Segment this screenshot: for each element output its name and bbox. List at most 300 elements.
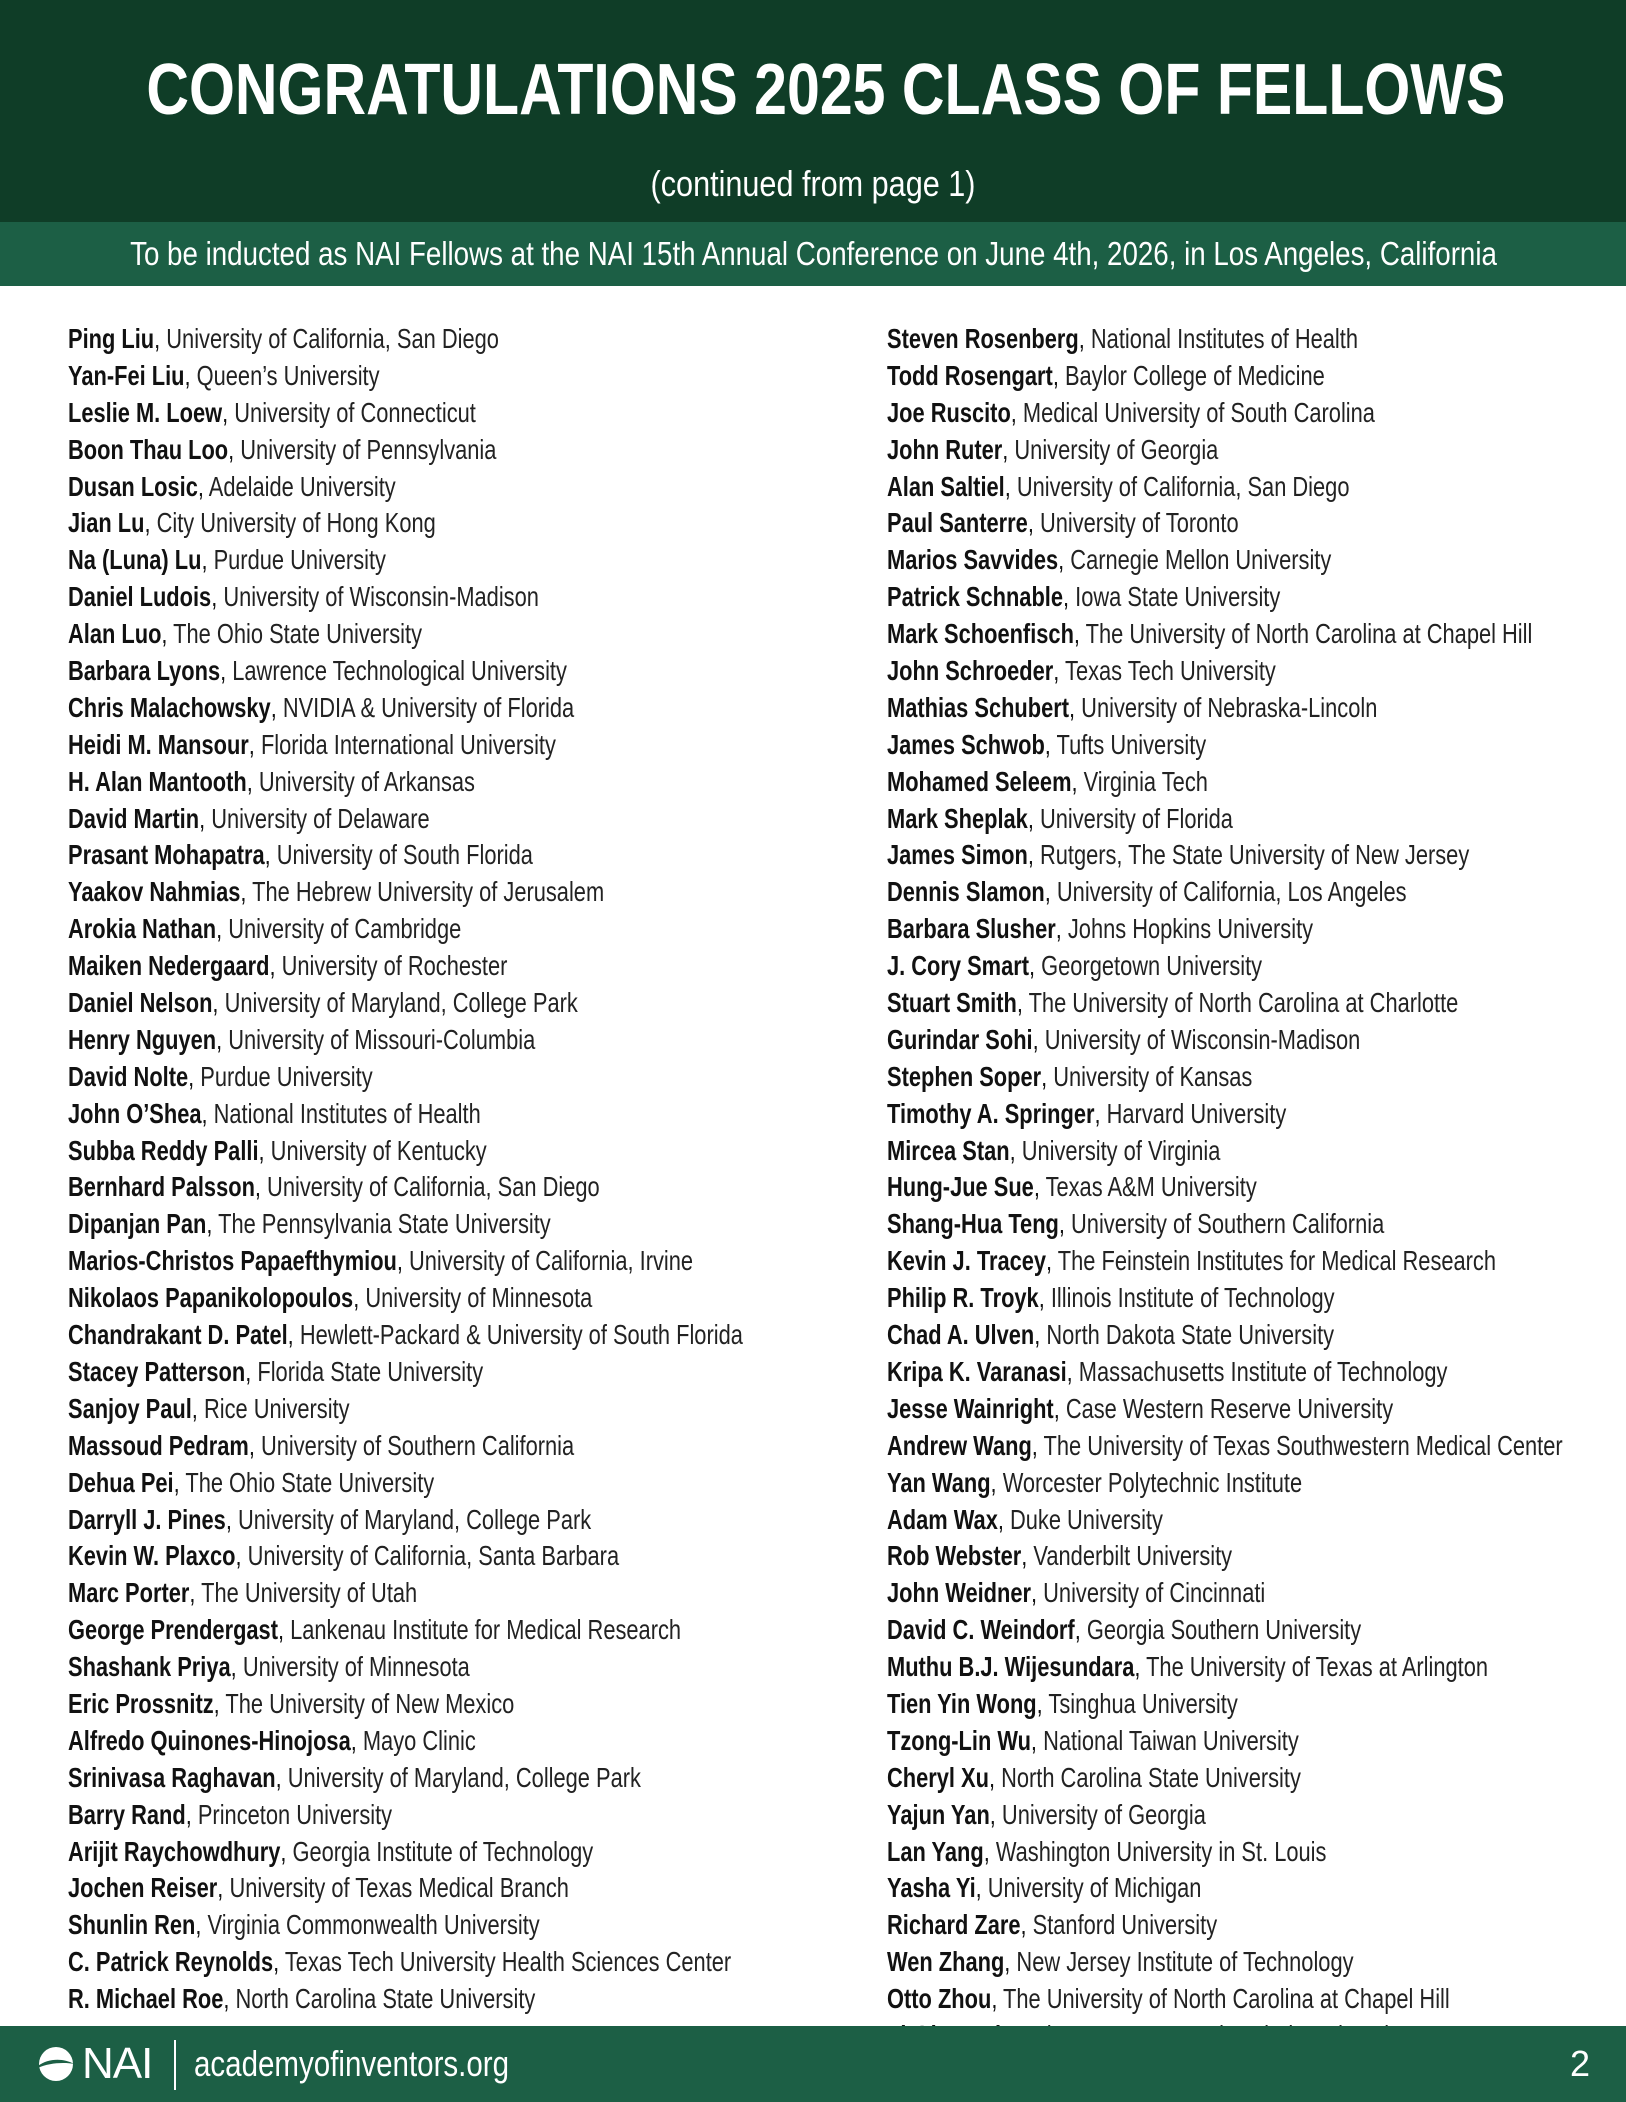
fellow-institution: The Hebrew University of Jerusalem [252, 876, 605, 908]
fellow-name: Sanjoy Paul [68, 1392, 192, 1424]
separator: , [258, 1134, 271, 1166]
separator: , [245, 1355, 258, 1387]
fellow-entry [68, 985, 743, 1022]
separator: , [1053, 1392, 1066, 1424]
separator: , [1073, 618, 1086, 650]
separator: , [1044, 876, 1057, 908]
fellow-name: Shashank Priya [68, 1651, 231, 1683]
fellow-institution: Tufts University [1056, 728, 1207, 760]
fellow-institution: University of Cincinnati [1043, 1577, 1266, 1609]
fellow-name: Prasant Mohapatra [68, 839, 265, 871]
fellow-name: Mark Sheplak [887, 802, 1028, 834]
separator: , [269, 950, 282, 982]
fellow-institution: University of Southern California [260, 1429, 575, 1461]
fellow-name: Dipanjan Pan [68, 1208, 207, 1240]
fellow-entry [887, 801, 1563, 838]
fellow-name: Arijit Raychowdhury [68, 1835, 281, 1867]
separator: , [235, 1540, 248, 1572]
separator: , [1027, 507, 1040, 539]
fellow-institution: Virginia Commonwealth University [207, 1909, 540, 1941]
separator: , [248, 728, 261, 760]
fellow-entry [68, 911, 743, 948]
fellow-entry [68, 653, 743, 690]
fellow-institution: University of Florida [1039, 802, 1233, 834]
fellow-name: Rob Webster [887, 1540, 1022, 1572]
fellow-name: Barry Rand [68, 1798, 186, 1830]
separator: , [1044, 728, 1057, 760]
fellow-entry [68, 764, 743, 801]
fellow-institution: Hewlett-Packard & University of South Florida [299, 1319, 743, 1351]
fellow-institution: University of Maryland, College Park [287, 1761, 641, 1793]
fellow-institution: University of Minnesota [242, 1651, 470, 1683]
fellow-entry [68, 1612, 743, 1649]
separator: , [1020, 1909, 1033, 1941]
fellow-institution: University of Kansas [1053, 1060, 1253, 1092]
separator: , [989, 1798, 1002, 1830]
fellow-name: David Nolte [68, 1060, 189, 1092]
fellow-entry [68, 1133, 743, 1170]
separator: , [1058, 544, 1071, 576]
fellow-name: Eric Prossnitz [68, 1687, 214, 1719]
separator: , [1029, 950, 1042, 982]
fellow-institution: National Institutes of Health [213, 1097, 481, 1129]
separator: , [246, 765, 259, 797]
fellow-entry [68, 358, 743, 395]
fellow-name: Yasha Yi [887, 1872, 976, 1904]
fellow-name: Mohamed Seleem [887, 765, 1072, 797]
fellow-name: C. Patrick Reynolds [68, 1946, 274, 1978]
separator: , [185, 1798, 198, 1830]
fellow-entry [68, 1206, 743, 1243]
separator: , [184, 359, 197, 391]
fellow-entry [68, 1022, 743, 1059]
separator: , [1094, 1097, 1107, 1129]
fellow-name: Arokia Nathan [68, 913, 217, 945]
fellow-name: Patrick Schnable [887, 581, 1064, 613]
fellow-entry [887, 727, 1563, 764]
fellow-name: Stephen Soper [887, 1060, 1042, 1092]
separator: , [228, 433, 241, 465]
fellow-institution: The Pennsylvania State University [218, 1208, 551, 1240]
banner-text: To be inducted as NAI Fellows at the NAI 15th Annual Conference on June 4th, 2026, in Los Angeles, California [130, 235, 1497, 272]
fellow-entry [68, 1649, 743, 1686]
nai-swoosh-icon [36, 2044, 76, 2084]
separator: , [1027, 802, 1040, 834]
separator: , [1032, 1023, 1045, 1055]
separator: , [173, 1466, 186, 1498]
separator: , [353, 1282, 366, 1314]
fellow-name: Mark Schoenfisch [887, 618, 1074, 650]
fellow-name: Muthu B.J. Wijesundara [887, 1651, 1135, 1683]
separator: , [1066, 1355, 1079, 1387]
fellow-institution: University of Texas Medical Branch [229, 1872, 569, 1904]
fellow-institution: Princeton University [197, 1798, 393, 1830]
fellow-name: Chandrakant D. Patel [68, 1319, 288, 1351]
fellow-entry [887, 1391, 1563, 1428]
fellow-name: John O’Shea [68, 1097, 202, 1129]
separator: , [195, 1909, 208, 1941]
fellow-name: R. Michael Roe [68, 1983, 224, 2015]
separator: , [1004, 1946, 1017, 1978]
separator: , [1021, 1540, 1034, 1572]
fellow-name: Daniel Ludois [68, 581, 212, 613]
fellow-name: Dennis Slamon [887, 876, 1045, 908]
fellow-institution: University of South Florida [276, 839, 533, 871]
fellow-institution: University of Wisconsin-Madison [223, 581, 539, 613]
fellow-entry [68, 1317, 743, 1354]
fellow-institution: University of California, Irvine [409, 1245, 694, 1277]
fellow-institution: Massachusetts Institute of Technology [1078, 1355, 1448, 1387]
fellow-name: Joe Ruscito [887, 396, 1011, 428]
fellow-institution: University of Pennsylvania [240, 433, 497, 465]
fellow-institution: University of Southern California [1071, 1208, 1385, 1240]
fellow-name: Gurindar Sohi [887, 1023, 1033, 1055]
fellow-entry [68, 1723, 743, 1760]
separator: , [254, 1171, 268, 1203]
separator: , [1052, 359, 1065, 391]
fellow-institution: Carnegie Mellon University [1070, 544, 1332, 576]
fellow-institution: University of California, Los Angeles [1056, 876, 1407, 908]
fellow-institution: Johns Hopkins University [1067, 913, 1314, 945]
fellow-entry [887, 874, 1563, 911]
fellows-list-right [887, 321, 1626, 2055]
fellow-institution: University of Rochester [281, 950, 508, 982]
fellow-entry [68, 1944, 743, 1981]
fellow-institution: University of Cambridge [228, 913, 462, 945]
fellow-institution: North Dakota State University [1046, 1319, 1335, 1351]
separator: , [270, 691, 283, 723]
separator: , [1058, 1208, 1072, 1240]
fellow-name: Alan Luo [68, 618, 162, 650]
fellow-entry [68, 948, 743, 985]
fellow-institution: The Ohio State University [185, 1466, 435, 1498]
fellow-name: H. Alan Mantooth [68, 765, 247, 797]
fellow-name: Jesse Wainright [887, 1392, 1054, 1424]
fellow-name: Shang-Hua Teng [887, 1208, 1059, 1240]
fellow-institution: University of California, San Diego [267, 1171, 600, 1203]
fellow-name: Jochen Reiser [68, 1872, 218, 1904]
separator: , [991, 1983, 1004, 2015]
fellow-institution: Illinois Institute of Technology [1050, 1282, 1335, 1314]
separator: , [217, 1872, 230, 1904]
fellow-name: J. Cory Smart [887, 950, 1030, 982]
fellow-entry [68, 837, 743, 874]
fellow-entry [887, 1797, 1563, 1834]
fellow-entry [68, 1760, 743, 1797]
fellow-name: Todd Rosengart [887, 359, 1053, 391]
fellow-name: Massoud Pedram [68, 1429, 249, 1461]
fellow-name: Tzong-Lin Wu [887, 1724, 1031, 1756]
fellow-name: Shunlin Ren [68, 1909, 196, 1941]
fellow-name: Mathias Schubert [887, 691, 1070, 723]
fellow-name: Lan Yang [887, 1835, 984, 1867]
fellow-institution: Texas A&M University [1045, 1171, 1257, 1203]
fellow-entry [887, 764, 1563, 801]
separator: , [287, 1319, 300, 1351]
fellow-name: James Schwob [887, 728, 1045, 760]
page-number: 2 [1569, 2043, 1590, 2084]
fellow-institution: The University of North Carolina at Charlotte [1028, 987, 1459, 1019]
fellow-name: Hung-Jue Sue [887, 1171, 1034, 1203]
fellow-institution: NVIDIA & University of Florida [282, 691, 575, 723]
separator: , [1134, 1651, 1147, 1683]
separator: , [1071, 765, 1084, 797]
fellow-institution: University of Missouri-Columbia [228, 1023, 536, 1055]
fellow-name: Yan-Fei Liu [68, 359, 185, 391]
separator: , [990, 1466, 1003, 1498]
separator: , [275, 1761, 288, 1793]
fellow-entry [887, 985, 1563, 1022]
fellow-name: Steven Rosenberg [887, 323, 1079, 354]
fellow-institution: The University of North Carolina at Chapel Hill [1085, 618, 1533, 650]
separator: , [225, 1503, 238, 1535]
fellow-institution: Rutgers, The State University of New Jersey [1039, 839, 1470, 871]
fellow-name: Adam Wax [887, 1503, 998, 1535]
separator: , [1004, 470, 1017, 502]
fellow-name: John Ruter [887, 433, 1003, 465]
fellow-institution: University of Toronto [1039, 507, 1239, 539]
separator: , [223, 1983, 236, 2015]
fellow-institution: The University of Utah [201, 1577, 418, 1609]
fellow-entry [887, 432, 1563, 469]
fellow-name: Chad A. Ulven [887, 1319, 1035, 1351]
separator: , [212, 987, 225, 1019]
separator: , [1031, 1577, 1044, 1609]
fellow-name: Maiken Nedergaard [68, 950, 270, 982]
fellow-entry [68, 1428, 743, 1465]
page-footer [0, 2026, 1626, 2102]
separator: , [188, 1060, 201, 1092]
fellow-entry [887, 948, 1563, 985]
fellow-name: Leslie M. Loew [68, 396, 223, 428]
fellow-name: Jian Lu [68, 507, 145, 539]
fellow-institution: University of Maryland, College Park [237, 1503, 592, 1535]
fellow-name: Stacey Patterson [68, 1355, 246, 1387]
fellow-entry [68, 542, 743, 579]
fellow-entry [68, 1981, 743, 2018]
fellow-name: James Simon [887, 839, 1028, 871]
fellow-institution: University of California, San Diego [1016, 470, 1350, 502]
fellow-entry [68, 1280, 743, 1317]
fellow-institution: University of California, San Diego [166, 323, 499, 354]
fellow-institution: Texas Tech University [1065, 655, 1276, 687]
separator: , [1010, 396, 1023, 428]
fellow-name: Yajun Yan [887, 1798, 990, 1830]
fellow-name: Dusan Losic [68, 470, 198, 502]
fellow-entry [887, 1354, 1563, 1391]
fellow-entry [887, 1723, 1563, 1760]
fellow-institution: Tsinghua University [1048, 1687, 1238, 1719]
fellow-entry [887, 1538, 1563, 1575]
fellow-entry [68, 801, 743, 838]
fellow-entry [887, 1465, 1563, 1502]
separator: , [199, 802, 212, 834]
fellow-institution: Queen’s University [196, 359, 380, 391]
fellow-institution: Lawrence Technological University [232, 655, 567, 687]
fellow-name: Darryll J. Pines [68, 1503, 226, 1535]
fellow-entry [887, 1612, 1563, 1649]
fellow-entry [68, 1870, 743, 1907]
fellow-name: Heidi M. Mansour [68, 728, 249, 760]
separator: , [1046, 1245, 1058, 1277]
fellow-name: Tien Yin Wong [887, 1687, 1037, 1719]
fellow-institution: Lankenau Institute for Medical Research [290, 1614, 682, 1646]
separator: , [1027, 839, 1040, 871]
separator: , [1031, 1429, 1044, 1461]
fellow-name: Richard Zare [887, 1909, 1021, 1941]
fellow-institution: Virginia Tech [1083, 765, 1208, 797]
fellow-institution: The University of Texas at Arlington [1146, 1651, 1489, 1683]
fellow-entry [68, 1834, 743, 1871]
fellow-entry [68, 1354, 743, 1391]
footer-divider [174, 2040, 176, 2090]
fellow-entry [68, 1169, 743, 1206]
fellow-name: Cheryl Xu [887, 1761, 989, 1793]
fellow-entry [887, 1169, 1563, 1206]
fellow-name: Dehua Pei [68, 1466, 174, 1498]
fellow-entry [68, 1797, 743, 1834]
fellow-institution: Adelaide University [208, 470, 396, 502]
separator: , [277, 1614, 291, 1646]
fellow-entry [68, 1502, 743, 1539]
separator: , [197, 470, 209, 502]
fellow-entry [68, 1686, 743, 1723]
fellow-entry [887, 1575, 1563, 1612]
logo-text: NAI [82, 2039, 153, 2088]
fellow-entry [887, 579, 1563, 616]
fellow-name: Paul Santerre [887, 507, 1028, 539]
separator: , [280, 1835, 293, 1867]
separator: , [983, 1835, 996, 1867]
fellow-institution: Duke University [1009, 1503, 1163, 1535]
fellow-institution: Rice University [203, 1392, 350, 1424]
separator: , [211, 581, 224, 613]
fellow-institution: University of Michigan [987, 1872, 1202, 1904]
fellow-name: Alan Saltiel [887, 470, 1005, 502]
fellow-institution: North Carolina State University [235, 1983, 536, 2015]
fellow-entry [887, 1096, 1563, 1133]
fellow-name: Daniel Nelson [68, 987, 213, 1019]
fellow-entry [887, 1907, 1563, 1944]
fellow-entry [68, 395, 743, 432]
induction-banner [0, 222, 1626, 286]
fellow-institution: University of California, Santa Barbara [247, 1540, 620, 1572]
separator: , [161, 618, 174, 650]
fellow-institution: Stanford University [1032, 1909, 1218, 1941]
fellow-name: David Martin [68, 802, 200, 834]
fellow-entry [887, 469, 1563, 506]
fellow-entry [68, 1575, 743, 1612]
fellow-institution: University of Georgia [1014, 433, 1219, 465]
fellow-name: Otto Zhou [887, 1983, 992, 2015]
fellow-institution: Georgetown University [1041, 950, 1263, 982]
fellow-name: Marc Porter [68, 1577, 190, 1609]
separator: , [1033, 1171, 1046, 1203]
fellow-name: John Schroeder [887, 655, 1054, 687]
fellow-institution: Purdue University [200, 1060, 373, 1092]
fellow-entry [887, 1649, 1563, 1686]
fellow-institution: Harvard University [1106, 1097, 1287, 1129]
fellow-institution: Medical University of South Carolina [1022, 396, 1375, 428]
fellow-institution: New Jersey Institute of Technology [1016, 1946, 1354, 1978]
fellow-institution: Florida State University [257, 1355, 484, 1387]
fellow-institution: Washington University in St. Louis [995, 1835, 1327, 1867]
fellow-entry [887, 321, 1563, 358]
page-subtitle: (continued from page 1) [650, 163, 976, 204]
separator: , [1069, 691, 1082, 723]
fellow-entry [887, 653, 1563, 690]
fellow-entry [68, 321, 743, 358]
fellow-name: Kevin W. Plaxco [68, 1540, 236, 1572]
fellow-entry [68, 1538, 743, 1575]
fellows-list-left [68, 321, 933, 2018]
fellow-institution: University of Georgia [1001, 1798, 1206, 1830]
fellow-name: John Weidner [887, 1577, 1032, 1609]
fellow-name: Kripa K. Varanasi [887, 1355, 1067, 1387]
fellow-name: Srinivasa Raghavan [68, 1761, 276, 1793]
fellow-entry [887, 1428, 1563, 1465]
fellow-entry [887, 1243, 1563, 1280]
fellow-institution: University of Delaware [211, 802, 430, 834]
separator: , [264, 839, 277, 871]
fellow-entry [887, 1760, 1563, 1797]
fellow-name: Kevin J. Tracey [887, 1245, 1047, 1277]
fellow-institution: University of Maryland, College Park [224, 987, 578, 1019]
page-title: CONGRATULATIONS 2025 CLASS OF FELLOWS [146, 50, 1506, 130]
fellow-institution: University of Arkansas [258, 765, 475, 797]
fellow-entry [887, 358, 1563, 395]
website-link[interactable]: academyofinventors.org [194, 2043, 510, 2084]
fellow-institution: City University of Hong Kong [156, 507, 436, 539]
separator: , [189, 1577, 202, 1609]
fellow-name: Mircea Stan [887, 1134, 1010, 1166]
fellow-institution: University of Connecticut [234, 396, 476, 428]
fellow-institution: University of Nebraska-Lincoln [1081, 691, 1378, 723]
fellow-entry [68, 616, 743, 653]
fellow-name: George Prendergast [68, 1614, 278, 1646]
fellow-entry [68, 1391, 743, 1428]
fellow-entry [68, 469, 743, 506]
fellow-name: Timothy A. Springer [887, 1097, 1095, 1129]
separator: , [273, 1946, 285, 1978]
fellow-institution: National Institutes of Health [1090, 323, 1358, 354]
fellow-institution: Purdue University [213, 544, 386, 576]
fellow-institution: North Carolina State University [1001, 1761, 1301, 1793]
fellow-name: Yan Wang [887, 1466, 991, 1498]
separator: , [144, 507, 157, 539]
fellow-name: Marios Savvides [887, 544, 1059, 576]
fellow-institution: The University of North Carolina at Chapel Hill [1003, 1983, 1450, 2015]
fellow-entry [887, 1870, 1563, 1907]
fellow-institution: University of Minnesota [365, 1282, 593, 1314]
fellow-name: Nikolaos Papanikolopoulos [68, 1282, 354, 1314]
separator: , [988, 1761, 1002, 1793]
separator: , [191, 1392, 204, 1424]
separator: , [350, 1724, 363, 1756]
separator: , [1002, 433, 1015, 465]
fellow-name: Wen Zhang [887, 1946, 1005, 1978]
fellow-entry [68, 1465, 743, 1502]
fellow-institution: Worcester Polytechnic Institute [1002, 1466, 1303, 1498]
nai-logo [36, 2040, 166, 2088]
fellow-entry [68, 1243, 743, 1280]
separator: , [222, 396, 235, 428]
separator: , [201, 1097, 214, 1129]
fellow-institution: The Ohio State University [173, 618, 423, 650]
fellow-entry [68, 1059, 743, 1096]
separator: , [1055, 913, 1068, 945]
fellow-institution: Mayo Clinic [362, 1724, 476, 1756]
